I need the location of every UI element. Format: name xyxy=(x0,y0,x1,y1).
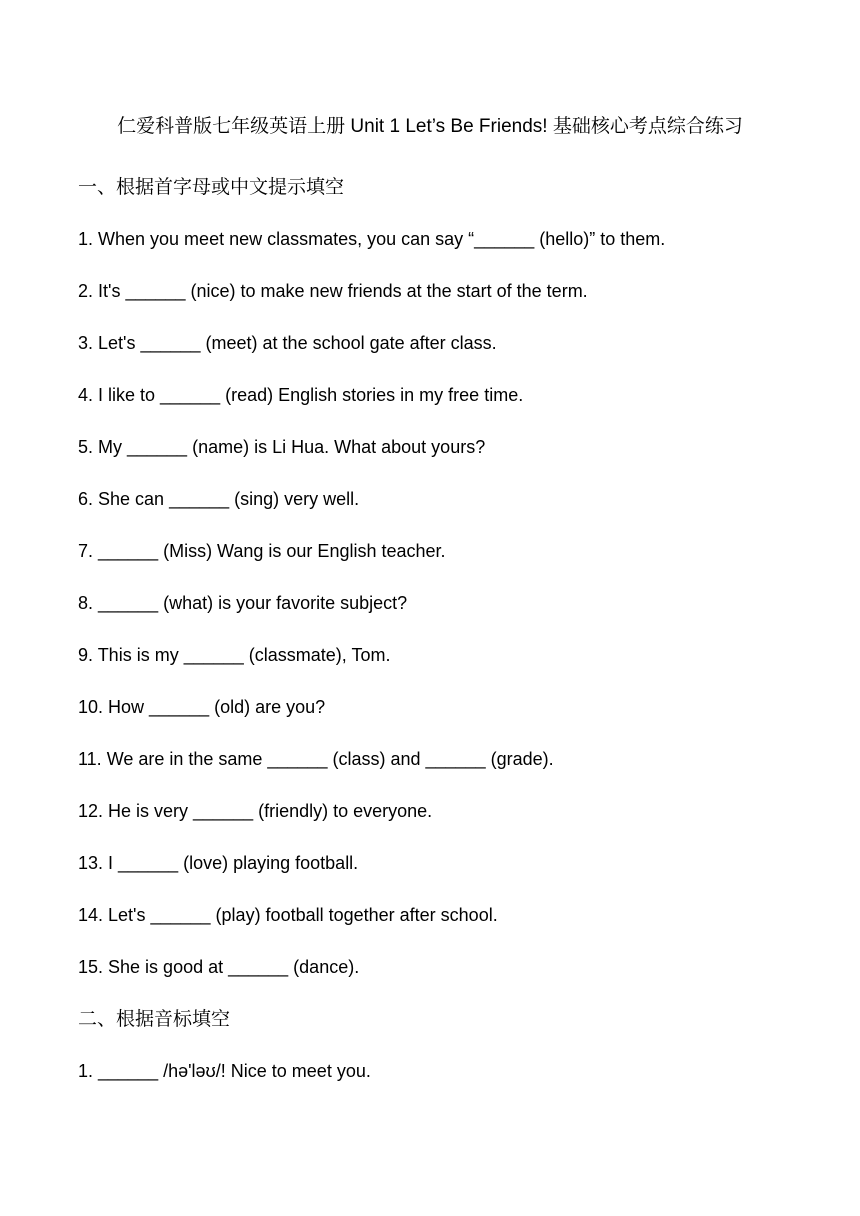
question-item: 1. When you meet new classmates, you can say “______ (hello)” to them. xyxy=(78,229,666,249)
question-item: 9. This is my ______ (classmate), Tom. xyxy=(78,645,391,665)
question-item: 14. Let's ______ (play) football together after school. xyxy=(78,905,498,925)
question-item: 4. I like to ______ (read) English stories in my free time. xyxy=(78,385,524,405)
section-heading-phonetic: 二、根据音标填空 xyxy=(78,1008,231,1030)
question-item: 11. We are in the same ______ (class) and ______ (grade). xyxy=(78,749,554,769)
question-item: 10. How ______ (old) are you? xyxy=(78,697,326,717)
question-item: 8. ______ (what) is your favorite subject? xyxy=(78,593,408,613)
question-item: 2. It's ______ (nice) to make new friends at the start of the term. xyxy=(78,281,588,301)
question-item: 13. I ______ (love) playing football. xyxy=(78,853,359,873)
question-item: 7. ______ (Miss) Wang is our English teacher. xyxy=(78,541,446,561)
question-item: 3. Let's ______ (meet) at the school gate after class. xyxy=(78,333,497,353)
document-title: 仁爱科普版七年级英语上册 Unit 1 Let’s Be Friends! 基础核心考点综合练习 xyxy=(117,116,743,137)
question-item: 5. My ______ (name) is Li Hua. What about yours? xyxy=(78,437,486,457)
question-item: 6. She can ______ (sing) very well. xyxy=(78,489,360,509)
question-item: 12. He is very ______ (friendly) to everyone. xyxy=(78,801,433,821)
section-heading-fill-in: 一、根据首字母或中文提示填空 xyxy=(78,176,345,198)
question-item: 1. ______ /hə'ləʊ/! Nice to meet you. xyxy=(78,1061,371,1081)
question-item: 15. She is good at ______ (dance). xyxy=(78,957,360,977)
